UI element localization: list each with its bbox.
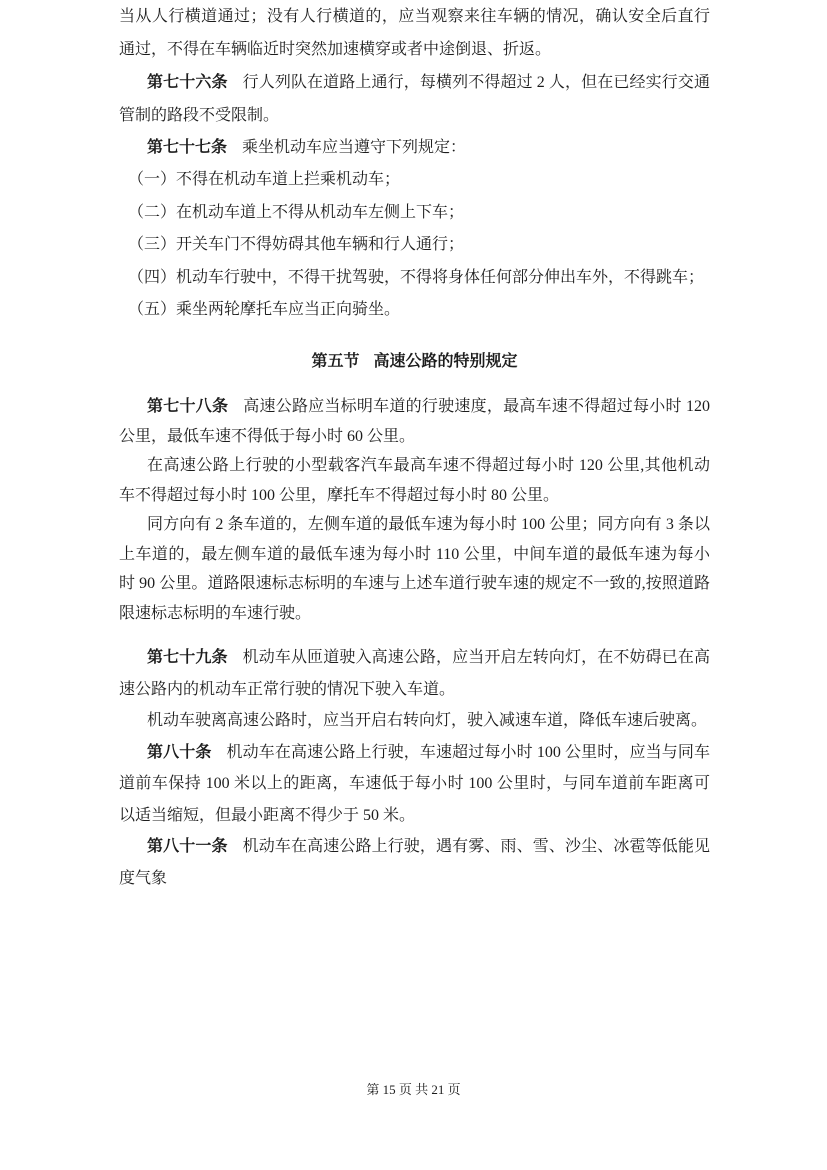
article-78-paragraph-3: 同方向有 2 条车道的，左侧车道的最低车速为每小时 100 公里；同方向有 3 条以上车道的，最左侧车道的最低车速为每小时 110 公里，中间车道的最低车速为每小时 90 公里。道路限速标志标明的车速与上述车道行驶车速的规定不一致的,按照道路限速标志标明的车速行驶。 [119, 516, 710, 622]
article-79-label: 第七十九条 [147, 649, 228, 667]
article-81-paragraph [119, 831, 710, 894]
article-77-item-5: （五）乘坐两轮摩托车应当正向骑坐。 [128, 301, 401, 319]
article-77-item-2: （二）在机动车道上不得从机动车左侧上下车； [128, 203, 465, 221]
article-77-item-1: （一）不得在机动车道上拦乘机动车； [128, 171, 401, 189]
page-number-indicator: 第 15 页 共 21 页 [366, 1082, 461, 1097]
section-5-title: 高速公路的特别规定 [373, 353, 518, 371]
section-5-number: 第五节 [311, 353, 360, 371]
article-76-text: 行人列队在道路上通行，每横列不得超过 2 人，但在已经实行交通管制的路段不受限制。 [119, 74, 710, 124]
article-79-paragraph-2: 机动车驶离高速公路时，应当开启右转向灯，驶入减速车道，降低车速后驶离。 [147, 712, 708, 730]
article-81-text: 机动车在高速公路上行驶，遇有雾、雨、雪、沙尘、冰雹等低能见度气象 [119, 838, 710, 887]
article-76-label: 第七十六条 [147, 74, 228, 91]
article-77-item-3: （三）开关车门不得妨碍其他车辆和行人通行； [128, 236, 465, 254]
article-78-text-1: 高速公路应当标明车道的行驶速度，最高车速不得超过每小时 120 公里，最低车速不得低于每小时 60 公里。 [119, 398, 710, 445]
article-78-block [119, 392, 710, 628]
article-80-label: 第八十条 [147, 743, 212, 761]
article-77-intro-paragraph [119, 132, 710, 164]
article-79-block [119, 642, 710, 737]
document-content [119, 0, 710, 894]
page-footer [0, 1081, 827, 1099]
article-79-text-1: 机动车从匝道驶入高速公路，应当开启左转向灯，在不妨碍已在高速公路内的机动车正常行驶的情况下驶入车道。 [119, 649, 710, 698]
article-77-label: 第七十七条 [147, 139, 228, 156]
article-80-paragraph [119, 737, 710, 832]
article-79-paragraph-1 [119, 642, 710, 705]
continuation-paragraph: 当从人行横道通过；没有人行横道的，应当观察来往车辆的情况，确认安全后直行通过，不得在车辆临近时突然加速横穿或者中途倒退、折返。 [119, 8, 710, 58]
article-78-paragraph-2: 在高速公路上行驶的小型载客汽车最高车速不得超过每小时 120 公里,其他机动车不得超过每小时 100 公里，摩托车不得超过每小时 80 公里。 [119, 457, 710, 504]
article-78-label: 第七十八条 [147, 398, 229, 416]
article-77-item-4: （四）机动车行驶中，不得干扰驾驶，不得将身体任何部分伸出车外，不得跳车； [128, 268, 705, 286]
article-81-label: 第八十一条 [147, 838, 228, 856]
article-80-text: 机动车在高速公路上行驶，车速超过每小时 100 公里时，应当与同车道前车保持 100 米以上的距离，车速低于每小时 100 公里时，与同车道前车距离可以适当缩短，但最小距离不得少于 50 米。 [119, 743, 710, 824]
article-78-paragraph-1 [119, 392, 710, 451]
section-5-heading [119, 345, 710, 378]
article-77-intro-text: 乘坐机动车应当遵守下列规定： [242, 139, 467, 156]
article-76-paragraph [119, 66, 710, 132]
